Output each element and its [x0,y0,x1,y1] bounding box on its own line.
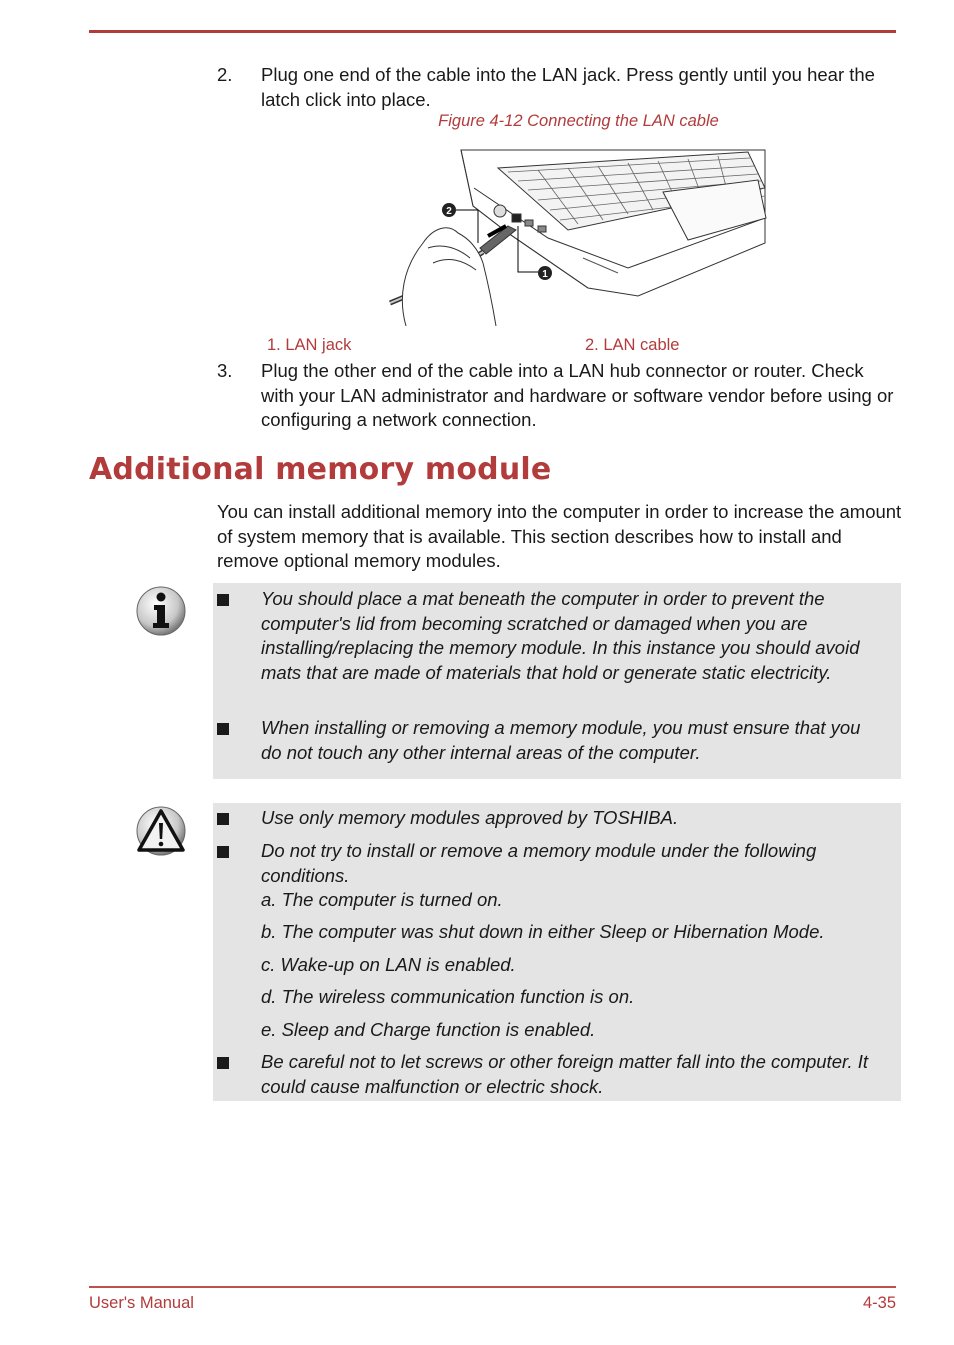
page-number: 4-35 [862,1294,896,1312]
label-lan-cable: 2. LAN cable [585,336,680,354]
footer-rule [89,1286,896,1288]
section-heading: Additional memory module [89,452,552,487]
bullet-square [217,813,229,825]
step-2 [217,63,897,112]
figure-caption: Figure 4-12 Connecting the LAN cable [438,112,719,130]
step-text: Plug the other end of the cable into a LAN hub connector or router. Check with your LAN administrator and hardware or software vendor before using or configuring a network connection. [261,360,894,430]
header-rule [89,30,896,33]
condition-item: b. The computer was shut down in either Sleep or Hibernation Mode. [261,921,825,942]
footer-title: User's Manual [89,1294,194,1312]
step-3 [217,359,897,433]
info-note-item: When installing or removing a memory module, you must ensure that you do not touch any other internal areas of the computer. [213,716,883,765]
info-note-box [213,583,901,779]
lan-cable-figure [388,148,768,326]
step-number: 2. [217,64,233,85]
condition-item: a. The computer is turned on. [261,889,503,910]
warning-note-box [213,803,901,1101]
section-intro: You can install additional memory into the computer in order to increase the amount of system memory that is available. This section describes how to install and remove optional memory modules. [217,501,902,571]
warning-icon [134,804,188,858]
info-note-item: You should place a mat beneath the computer in order to prevent the computer's lid from becoming scratched or damaged when you are installing/replacing the memory module. In this instance you should avoid mats that are made of materials that hold or generate static electricity. [213,587,883,685]
bullet-square [217,1057,229,1069]
condition-item: d. The wireless communication function is on. [261,986,635,1007]
bullet-square [217,846,229,858]
condition-item: e. Sleep and Charge function is enabled. [261,1019,596,1040]
step-number: 3. [217,360,233,381]
condition-item: c. Wake-up on LAN is enabled. [261,954,516,975]
warning-note-item: Be careful not to let screws or other foreign matter fall into the computer. It could cause malfunction or electric shock. [213,1050,883,1099]
label-lan-jack: 1. LAN jack [267,336,352,354]
warning-note-item: Use only memory modules approved by TOSHIBA. [213,806,883,831]
callout-1: 1 [542,269,548,280]
bullet-square [217,723,229,735]
callout-2: 2 [446,206,452,217]
bullet-square [217,594,229,606]
info-icon [134,584,188,638]
step-text: Plug one end of the cable into the LAN jack. Press gently until you hear the latch click into place. [261,64,875,110]
warning-note-item: Do not try to install or remove a memory module under the following conditions. [213,839,883,888]
